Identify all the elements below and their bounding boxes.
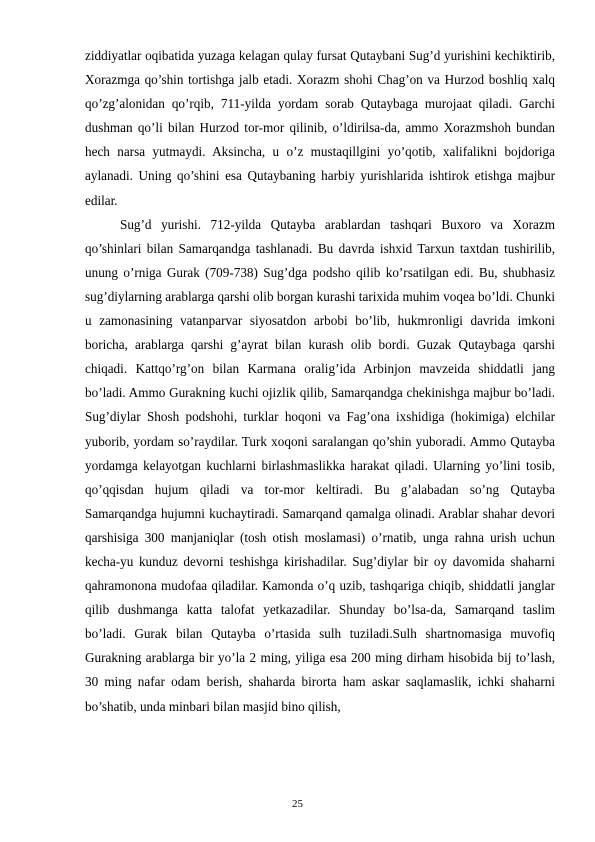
paragraph-sugd-campaign: Sug’d yurishi. 712-yilda Qutayba arablardan tashqari Buxoro va Xorazm qo’shinlari bilan Samarqandga tashlanadi. Bu davrda ishxid Tarxun taxtdan tushirilib, unung o’rniga Gurak (709-738) Sug’dga podsho qilib ko’rsatilgan edi. Bu, shubhasiz sug’diylarning arablarga qarshi olib borgan kurashi tarixida muhim voqea bo’ldi. Chunki u zamonasining vatanparvar siyosatdon arbobi bo’lib, hukmronligi davrida imkoni boricha, arablarga qarshi g’ayrat bilan kurash olib bordi. Guzak Qutaybaga qarshi chiqadi. Kattqo’rg’on bilan Karmana oralig’ida Arbinjon mavzeida shiddatli jang bo’ladi. Ammo Gurakning kuchi ojizlik qilib, Samarqandga chekinishga majbur bo’ladi. Sug’diylar Shosh podshohi, turklar hoqoni va Fag’ona ixshidiga (hokimiga) elchilar yuborib, yordam so’raydilar. Turk xoqoni saralangan qo’shin yuboradi. Ammo Qutayba yordamga kelayotgan kuchlarni birlashmaslikka harakat qiladi. Ularning yo’lini tosib, qo’qqisdan hujum qiladi va tor-mor keltiradi. Bu g’alabadan so’ng Qutayba Samarqandga hujumni kuchaytiradi. Samarqand qamalga olinadi. Arablar shahar devori qarshisiga 300 manjaniqlar (tosh otish moslamasi) o’rnatib, unga rahna urish uchun kecha-yu kunduz devorni teshishga kirishadilar. Sug’diylar bir oy davomida shaharni qahramonona mudofaa qiladilar. Kamonda o’q uzib, tashqariga chiqib, shiddatli janglar qilib dushmanga katta talofat yetkazadilar. Shunday bo’lsa-da, Samarqand taslim bo’ladi. Gurak bilan Qutayba o’rtasida sulh tuziladi.Sulh shartnomasiga muvofiq Gurakning arablarga bir yo’la 2 ming, yiliga esa 200 ming dirham hisobida bij to’lash, 30 ming nafar odam berish, shaharda birorta ham askar saqlamaslik, ichki shaharni bo’shatib, unda minbari bilan masjid bino qilish, [85, 216, 555, 714]
document-body [85, 44, 555, 719]
page-number: 25 [292, 798, 303, 810]
paragraph-xorazm: ziddiyatlar oqibatida yuzaga kelagan qulay fursat Qutaybani Sug’d yurishini kechiktirib, Xorazmga qo’shin tortishga jalb etadi. Xorazm shohi Chag’on va Hurzod boshliq xalq qo’zg’alonidan qo’rqib, 711-yilda yordam sorab Qutaybaga murojaat qiladi. Garchi dushman qo’li bilan Hurzod tor-mor qilinib, o’ldirilsa-da, ammo Xorazmshoh bundan hech narsa yutmaydi. Aksincha, u o’z mustaqillgini yo’qotib, xalifalikni bojdoriga aylanadi. Uning qo’shini esa Qutaybaning harbiy yurishlarida ishtirok etishga majbur edilar. [85, 48, 555, 208]
